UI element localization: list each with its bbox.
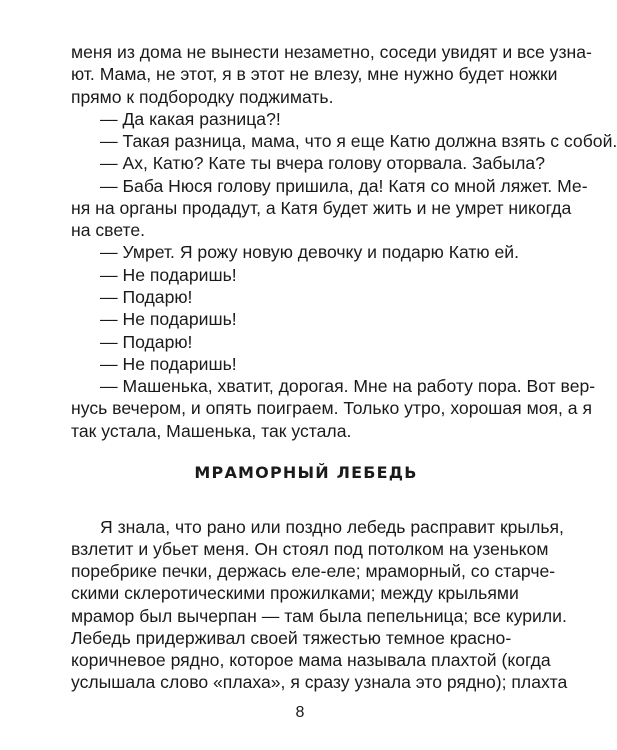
paragraph-line: коричневое рядно, которое мама называла плахтой (когда [71, 650, 551, 671]
dialogue-line: — Баба Нюся голову пришила, да! Катя со мной ляжет. Ме- [100, 175, 588, 196]
dialogue-line: — Не подаришь! [100, 309, 237, 330]
text-line: ют. Мама, не этот, я в этот не влезу, мне нужно будет ножки [71, 64, 558, 85]
dialogue-line: — Умрет. Я рожу новую девочку и подарю Катю ей. [100, 242, 519, 263]
dialogue-line: — Не подаришь! [100, 264, 237, 285]
text-line: на свете. [71, 220, 146, 241]
text-line: нусь вечером, и опять поиграем. Только утро, хорошая моя, а я [71, 398, 592, 419]
text-line: ня на органы продадут, а Катя будет жить и не умрет никогда [71, 197, 572, 218]
paragraph-line: мрамор был вычерпан — там была пепельница; все курили. [71, 605, 567, 626]
paragraph-line: Я знала, что рано или поздно лебедь расправит крылья, [100, 516, 564, 537]
paragraph-line: Лебедь придерживал своей тяжестью темное красно- [71, 627, 512, 648]
dialogue-line: — Машенька, хватит, дорогая. Мне на работу пора. Вот вер- [100, 376, 596, 397]
dialogue-line: — Такая разница, мама, что я еще Катю должна взять с собой. [100, 131, 617, 152]
section-heading: МРАМОРНЫЙ ЛЕБЕДЬ [194, 463, 418, 483]
dialogue-line: — Ах, Катю? Кате ты вчера голову оторвала. Забыла? [100, 153, 545, 174]
dialogue-line: — Не подаришь! [100, 353, 237, 374]
paragraph-line: взлетит и убьет меня. Он стоял под потолком на узеньком [71, 538, 549, 559]
paragraph-line: поребрике печки, держась еле-еле; мраморный, со старче- [71, 561, 556, 582]
paragraph-line: услышала слово «плаха», я сразу узнала это рядно); плахта [71, 672, 568, 693]
dialogue-line: — Подарю! [100, 331, 193, 352]
text-line: так устала, Машенька, так устала. [71, 420, 352, 441]
paragraph-line: скими склеротическими прожилками; между крыльями [71, 583, 519, 604]
page-number: 8 [295, 704, 305, 721]
text-line: прямо к подбородку поджимать. [71, 86, 334, 107]
dialogue-line: — Подарю! [100, 286, 193, 307]
dialogue-line: — Да какая разница?! [100, 108, 281, 129]
text-line: меня из дома не вынести незаметно, соседи увидят и все узна- [71, 42, 592, 62]
